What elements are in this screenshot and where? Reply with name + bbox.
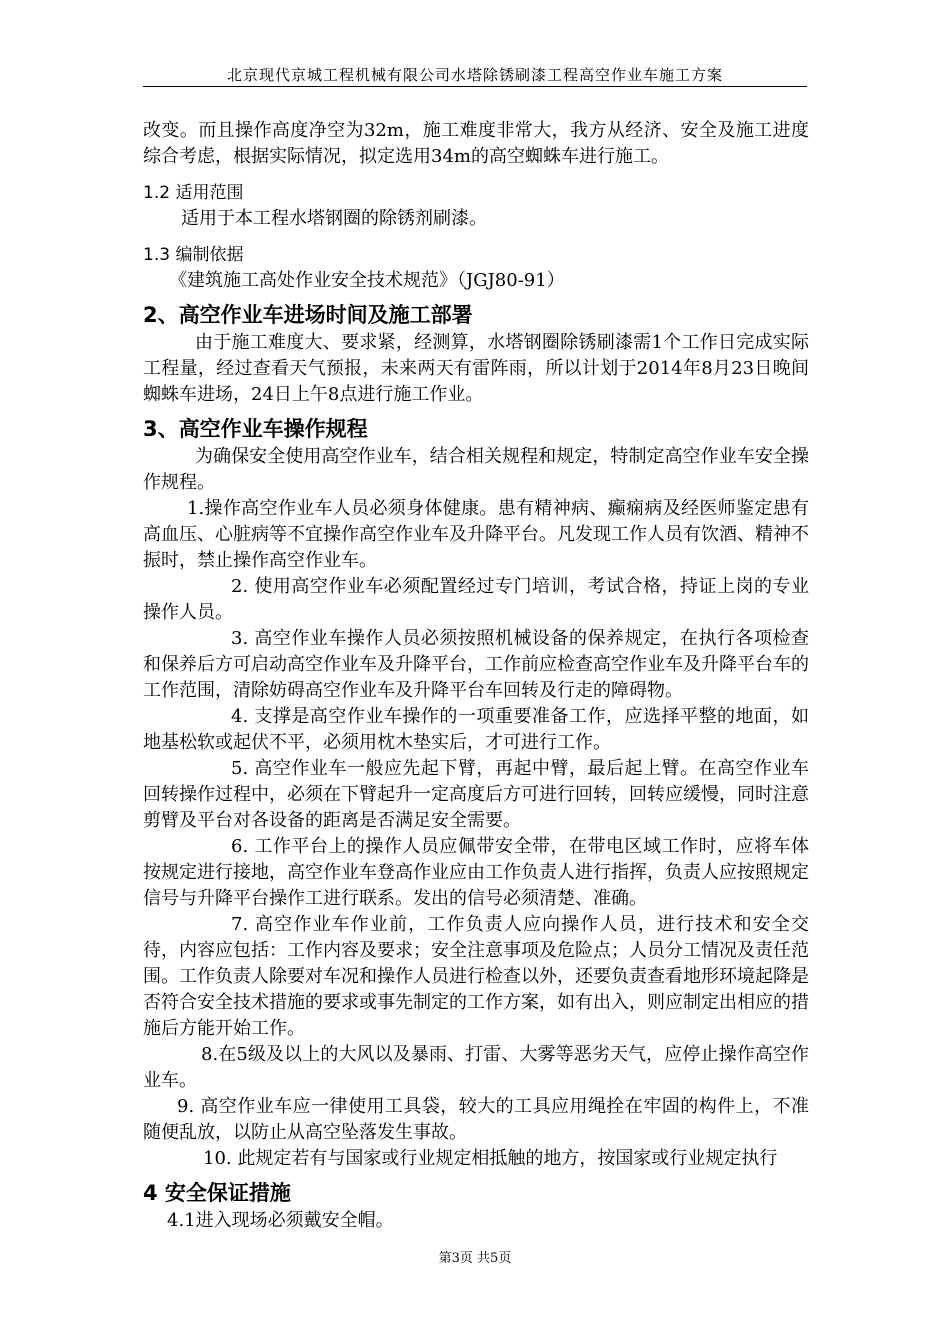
- section-2-text: 由于施工难度大、要求紧，经测算，水塔钢圈除锈刷漆需1个工作日完成实际工程量，经过查看天气预报，未来两天有雷阵雨，所以计划于2014年8月23日晚间蜘蛛车进场，24日上午8点进行施工作业。: [143, 332, 809, 405]
- rule-item-2: 2. 使用高空作业车必须配置经过专门培训，考试合格，持证上岗的专业操作人员。: [143, 576, 809, 623]
- header-divider: [143, 86, 807, 87]
- intro-paragraph: 改变。而且操作高度净空为32m，施工难度非常大，我方从经济、安全及施工进度综合考虑，根据实际情况，拟定选用34m的高空蜘蛛车进行施工。: [143, 120, 809, 167]
- rule-item-8: 8.在5级及以上的大风以及暴雨、打雷、大雾等恶劣天气，应停止操作高空作业车。: [143, 1044, 809, 1091]
- rule-item-10: 10. 此规定若有与国家或行业规定相抵触的地方，按国家或行业规定执行: [203, 1148, 778, 1169]
- section-4-1-text: 4.1进入现场必须戴安全帽。: [167, 1210, 394, 1231]
- section-1-3-title: 1.3 编制依据: [143, 245, 244, 265]
- section-3-intro: 为确保安全使用高空作业车，结合相关规程和规定，特制定高空作业车安全操作规程。: [143, 446, 809, 493]
- rule-item-4: 4. 支撑是高空作业车操作的一项重要准备工作，应选择平整的地面，如地基松软或起伏不平，必须用枕木垫实后，才可进行工作。: [143, 706, 809, 753]
- section-3-heading: 3、高空作业车操作规程: [143, 417, 368, 441]
- page-number: 第3页 共5页: [438, 1251, 512, 1266]
- rule-item-7: 7. 高空作业车作业前，工作负责人应向操作人员，进行技术和安全交待，内容应包括：工作内容及要求；安全注意事项及危险点；人员分工情况及责任范围。工作负责人除要对车况和操作人员进行检查以外，还要负责查看地形环境起降是否符合安全技术措施的要求或事先制定的工作方案，如有出入，则应制定出相应的措施后方能开始工作。: [143, 914, 809, 1039]
- section-2-heading: 2、高空作业车进场时间及施工部署: [143, 303, 473, 327]
- page-header-title: 北京现代京城工程机械有限公司水塔除锈刷漆工程高空作业车施工方案: [226, 66, 723, 84]
- rule-item-3: 3. 高空作业车操作人员必须按照机械设备的保养规定，在执行各项检查和保养后方可启动高空作业车及升降平台，工作前应检查高空作业车及升降平台车的工作范围，清除妨碍高空作业车及升降平台车回转及行走的障碍物。: [143, 628, 809, 701]
- section-1-3-text: 《建筑施工高处作业安全技术规范》（JGJ80-91）: [169, 270, 565, 291]
- rule-item-9: 9. 高空作业车应一律使用工具袋，较大的工具应用绳拴在牢固的构件上，不准随便乱放，以防止从高空坠落发生事故。: [143, 1096, 809, 1143]
- rule-item-6: 6. 工作平台上的操作人员应佩带安全带，在带电区域工作时，应将车体按规定进行接地，高空作业车登高作业应由工作负责人进行指挥，负责人应按照规定信号与升降平台操作工进行联系。发出的信号必须清楚、准确。: [143, 836, 809, 909]
- section-1-2-text: 适用于本工程水塔钢圈的除锈剂刷漆。: [181, 208, 487, 229]
- document-body: [143, 118, 809, 1234]
- section-4-heading: 4 安全保证措施: [143, 1181, 291, 1205]
- rule-item-1: 1.操作高空作业车人员必须身体健康。患有精神病、癫痫病及经医师鉴定患有高血压、心脏病等不宜操作高空作业车及升降平台。凡发现工作人员有饮酒、精神不振时，禁止操作高空作业车。: [143, 498, 809, 571]
- section-1-2-title: 1.2 适用范围: [143, 183, 244, 203]
- rule-item-5: 5. 高空作业车一般应先起下臂，再起中臂，最后起上臂。在高空作业车回转操作过程中，必须在下臂起升一定高度后方可进行回转，回转应缓慢，同时注意剪臂及平台对各设备的距离是否满足安全需要。: [143, 758, 809, 831]
